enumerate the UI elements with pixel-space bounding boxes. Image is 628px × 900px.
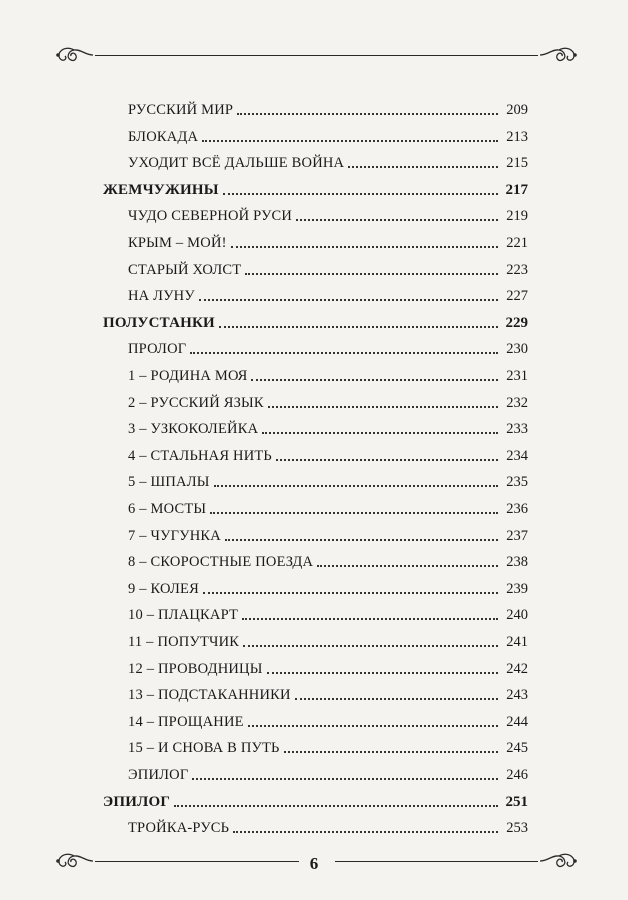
toc-entry-title: 8 – СКОРОСТНЫЕ ПОЕЗДА — [128, 554, 314, 571]
dot-leader — [267, 672, 498, 674]
toc-entry-page-number: 245 — [506, 740, 528, 757]
toc-entry — [128, 363, 528, 385]
dot-leader — [219, 326, 498, 328]
toc-entry-title: ЭПИЛОГ — [103, 793, 171, 810]
dot-leader — [190, 352, 498, 354]
toc-entry-title: 2 – РУССКИЙ ЯЗЫК — [128, 394, 264, 411]
dot-leader — [284, 751, 498, 753]
toc-entry-page-number: 217 — [505, 181, 528, 198]
toc-entry-title: БЛОКАДА — [128, 128, 199, 145]
toc-entry-title: РУССКИЙ МИР — [128, 102, 234, 118]
toc-entry-page-number: 215 — [506, 155, 528, 172]
toc-entry — [128, 230, 528, 252]
toc-entry-page-number: 237 — [506, 527, 528, 544]
toc-entry-title: 14 – ПРОЩАНИЕ — [128, 713, 244, 730]
dot-leader — [268, 406, 498, 408]
toc-entry-title: 1 – РОДИНА МОЯ — [128, 368, 248, 384]
toc-entry-title: 15 – И СНОВА В ПУТЬ — [128, 740, 280, 757]
toc-entry-title: ТРОЙКА-РУСЬ — [128, 820, 230, 837]
toc-entry-page-number: 239 — [506, 580, 528, 597]
toc-entry-page-number: 232 — [506, 394, 528, 411]
toc-entry-title: 7 – ЧУГУНКА — [128, 527, 221, 544]
toc-entry-page-number: 238 — [506, 554, 528, 571]
dot-leader — [214, 485, 498, 487]
toc-entry — [128, 602, 528, 624]
toc-entry — [128, 576, 528, 598]
toc-entry — [128, 762, 528, 784]
toc-entry-title: 10 – ПЛАЦКАРТ — [128, 607, 239, 624]
toc-entry-title: 5 – ШПАЛЫ — [128, 474, 210, 491]
toc-entry — [128, 283, 528, 305]
toc-entry-page-number: 233 — [506, 421, 528, 438]
toc-entry — [128, 416, 528, 438]
toc-entry — [128, 336, 528, 358]
toc-entry-page-number: 243 — [506, 687, 528, 704]
dot-leader — [317, 565, 498, 567]
toc-entry-title: ЧУДО СЕВЕРНОЙ РУСИ — [128, 208, 293, 225]
dot-leader — [174, 805, 498, 807]
toc-entry-page-number: 235 — [506, 474, 528, 491]
dot-leader — [210, 512, 498, 514]
toc-entry-page-number: 219 — [506, 208, 528, 225]
toc-section-heading — [103, 789, 528, 811]
toc-entry-title: 13 – ПОДСТАКАННИКИ — [128, 687, 291, 704]
toc-entry-title: 3 – УЗКОКОЛЕЙКА — [128, 421, 259, 438]
toc-entry-page-number: 234 — [506, 447, 528, 464]
toc-entry-page-number: 244 — [506, 713, 528, 730]
toc-entry-page-number: 209 — [506, 102, 528, 118]
toc-entry-title: ЖЕМЧУЖИНЫ — [103, 181, 219, 198]
toc-entry-page-number: 251 — [505, 793, 528, 810]
toc-entry — [128, 257, 528, 279]
toc-entry-page-number: 213 — [506, 128, 528, 145]
dot-leader — [203, 592, 498, 594]
toc-entry — [128, 549, 528, 571]
page-number: 6 — [309, 854, 319, 873]
toc-entry-title: ПРОЛОГ — [128, 341, 187, 358]
dot-leader — [262, 432, 498, 434]
toc-entry-page-number: 230 — [506, 341, 528, 358]
toc-entry — [128, 735, 528, 757]
dot-leader — [192, 778, 498, 780]
toc-entry-page-number: 242 — [506, 660, 528, 677]
toc-entry — [128, 469, 528, 491]
dot-leader — [348, 166, 498, 168]
toc-entry-title: УХОДИТ ВСЁ ДАЛЬШЕ ВОЙНА — [128, 155, 345, 172]
toc-entry — [128, 523, 528, 545]
toc-entry — [128, 124, 528, 146]
toc-entry-title: ЭПИЛОГ — [128, 767, 189, 783]
toc-section-heading — [103, 310, 528, 332]
dot-leader — [296, 219, 498, 221]
toc-entry-title: 11 – ПОПУТЧИК — [128, 634, 240, 650]
dot-leader — [202, 140, 498, 142]
toc-entry-page-number: 253 — [506, 820, 528, 837]
toc-entry — [128, 496, 528, 518]
toc-entry-title: СТАРЫЙ ХОЛСТ — [128, 261, 242, 278]
dot-leader — [231, 246, 498, 248]
toc-entry — [128, 443, 528, 465]
toc-entry-title: 9 – КОЛЕЯ — [128, 580, 199, 597]
toc-entry-title: 6 – МОСТЫ — [128, 501, 207, 517]
toc-entry-title: КРЫМ – МОЙ! — [128, 235, 227, 251]
toc-entry-title: ПОЛУСТАНКИ — [103, 314, 215, 331]
toc-section-heading — [103, 177, 528, 199]
dot-leader — [225, 539, 498, 541]
dot-leader — [237, 113, 498, 115]
toc-entry — [128, 203, 528, 225]
toc-entry — [128, 815, 528, 837]
toc-entry-page-number: 240 — [506, 607, 528, 624]
dot-leader — [251, 379, 498, 381]
toc-entry-page-number: 236 — [506, 501, 528, 517]
toc-entry-page-number: 221 — [506, 235, 528, 251]
dot-leader — [242, 618, 498, 620]
toc-entry-page-number: 231 — [506, 368, 528, 384]
dot-leader — [245, 273, 498, 275]
dot-leader — [295, 698, 498, 700]
toc-entry — [128, 682, 528, 704]
toc-entry — [128, 150, 528, 172]
dot-leader — [223, 193, 498, 195]
toc-entry — [128, 97, 528, 119]
toc-entry — [128, 709, 528, 731]
toc-entry-title: 4 – СТАЛЬНАЯ НИТЬ — [128, 447, 272, 464]
toc-entry-page-number: 227 — [506, 288, 528, 305]
toc-entry-page-number: 246 — [506, 767, 528, 783]
toc-entry — [128, 390, 528, 412]
toc-entry-page-number: 223 — [506, 261, 528, 278]
toc-entry — [128, 656, 528, 678]
dot-leader — [276, 459, 498, 461]
toc-entry-page-number: 241 — [506, 634, 528, 650]
dot-leader — [248, 725, 498, 727]
toc-entry-title: НА ЛУНУ — [128, 288, 195, 305]
dot-leader — [243, 645, 498, 647]
toc-entry-title: 12 – ПРОВОДНИЦЫ — [128, 660, 263, 677]
dot-leader — [233, 831, 498, 833]
dot-leader — [199, 299, 498, 301]
toc-entry — [128, 629, 528, 651]
toc-entry-page-number: 229 — [505, 314, 528, 331]
